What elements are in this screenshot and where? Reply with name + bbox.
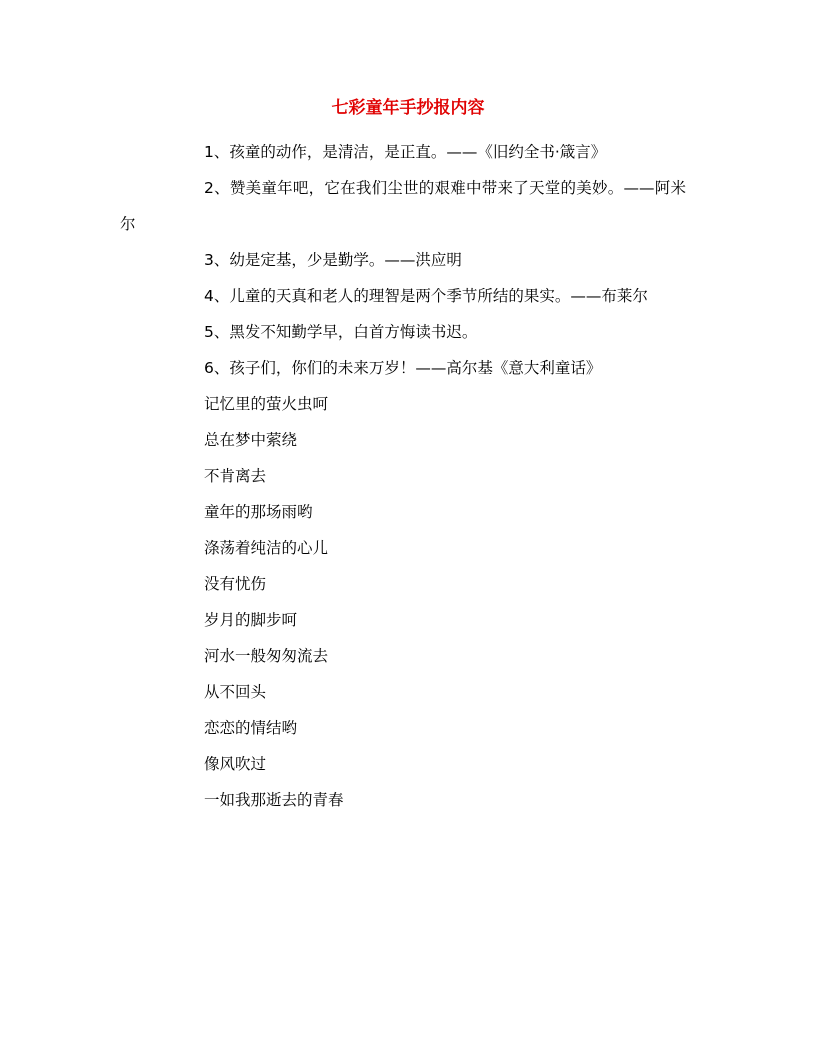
quote-paragraph: 4、儿童的天真和老人的理智是两个季节所结的果实。——布莱尔 bbox=[204, 287, 648, 305]
document-body bbox=[120, 134, 686, 818]
poem-line: 岁月的脚步呵 bbox=[204, 611, 298, 629]
quote-paragraph: 2、赞美童年吧，它在我们尘世的艰难中带来了天堂的美妙。——阿米尔 bbox=[120, 179, 686, 233]
quote-paragraph: 5、黑发不知勤学早，白首方悔读书迟。 bbox=[204, 323, 478, 341]
poem-line: 涤荡着纯洁的心儿 bbox=[204, 539, 329, 557]
poem-line: 不肯离去 bbox=[204, 467, 267, 485]
poem-line: 从不回头 bbox=[204, 683, 267, 701]
poem-line: 童年的那场雨哟 bbox=[204, 503, 313, 521]
poem-line: 总在梦中萦绕 bbox=[204, 431, 298, 449]
quote-paragraph: 1、孩童的动作，是清洁，是正直。——《旧约全书·箴言》 bbox=[204, 143, 607, 161]
quote-paragraph: 6、孩子们，你们的未来万岁！——高尔基《意大利童话》 bbox=[204, 359, 602, 377]
poem-line: 恋恋的情结哟 bbox=[204, 719, 298, 737]
poem-line: 记忆里的萤火虫呵 bbox=[204, 395, 329, 413]
poem-line: 一如我那逝去的青春 bbox=[204, 791, 344, 809]
poem-line: 河水一般匆匆流去 bbox=[204, 647, 329, 665]
poem-line: 没有忧伤 bbox=[204, 575, 267, 593]
document-title: 七彩童年手抄报内容 bbox=[331, 98, 485, 118]
quote-paragraph: 3、幼是定基，少是勤学。——洪应明 bbox=[204, 251, 462, 269]
poem-line: 像风吹过 bbox=[204, 755, 267, 773]
